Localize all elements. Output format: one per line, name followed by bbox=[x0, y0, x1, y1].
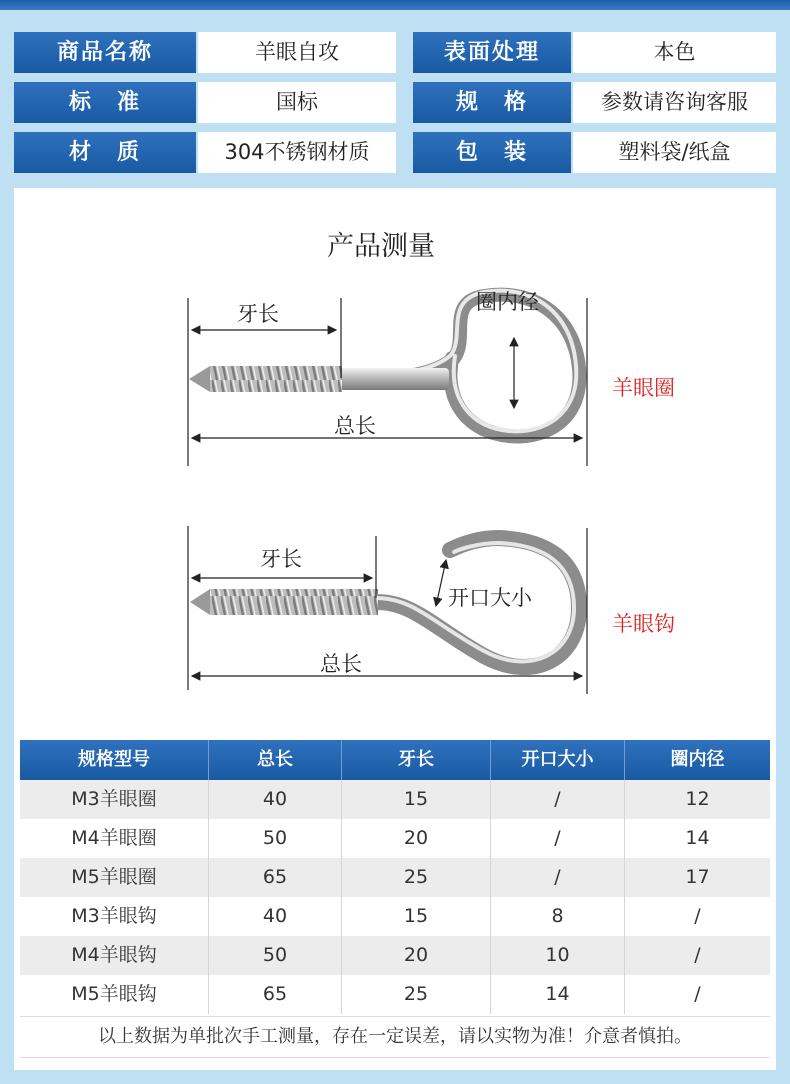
cell-model: M5羊眼圈 bbox=[20, 858, 209, 897]
cell-model: M4羊眼圈 bbox=[20, 819, 209, 858]
cell-total: 65 bbox=[209, 858, 342, 897]
cell-total: 40 bbox=[209, 897, 342, 936]
hook-total-label: 总长 bbox=[320, 652, 362, 676]
hook-name-label: 羊眼钩 bbox=[612, 612, 675, 636]
header-total-length: 总长 bbox=[209, 740, 342, 780]
cell-opening: / bbox=[491, 780, 625, 819]
spec-value: 国标 bbox=[198, 82, 396, 123]
spec-label: 包 装 bbox=[413, 132, 571, 173]
table-row bbox=[20, 780, 770, 819]
panel-title: 产品测量 bbox=[327, 231, 435, 262]
header-thread-length: 牙长 bbox=[342, 740, 491, 780]
table-row bbox=[20, 975, 770, 1014]
top-bar bbox=[0, 0, 790, 10]
eye-name-label: 羊眼圈 bbox=[612, 376, 675, 400]
cell-opening: 10 bbox=[491, 936, 625, 975]
spec-label: 材 质 bbox=[14, 132, 196, 173]
spec-label: 标 准 bbox=[14, 82, 196, 123]
spec-value: 塑料袋/纸盒 bbox=[573, 132, 776, 173]
cell-total: 50 bbox=[209, 936, 342, 975]
spec-value: 羊眼自攻 bbox=[198, 32, 396, 73]
cell-total: 65 bbox=[209, 975, 342, 1014]
hook-thread-label: 牙长 bbox=[260, 547, 302, 571]
measurement-diagram bbox=[14, 188, 776, 728]
spec-value: 304不锈钢材质 bbox=[198, 132, 396, 173]
spec-label: 表面处理 bbox=[413, 32, 571, 73]
hook-opening-label: 开口大小 bbox=[448, 586, 532, 610]
table-row bbox=[20, 858, 770, 897]
cell-inner: 12 bbox=[685, 788, 710, 810]
cell-model: M3羊眼钩 bbox=[20, 897, 209, 936]
spec-row bbox=[14, 32, 776, 73]
table-row bbox=[20, 819, 770, 858]
cell-opening: / bbox=[491, 858, 625, 897]
spec-label: 商品名称 bbox=[14, 32, 196, 73]
cell-thread: 15 bbox=[342, 897, 491, 936]
disclaimer-note: 以上数据为单批次手工测量，存在一定误差，请以实物为准！介意者慎拍。 bbox=[20, 1016, 770, 1058]
cell-opening: / bbox=[491, 819, 625, 858]
header-model: 规格型号 bbox=[20, 740, 209, 780]
cell-thread: 25 bbox=[342, 858, 491, 897]
cell-inner: / bbox=[694, 944, 701, 966]
cell-model: M3羊眼圈 bbox=[20, 780, 209, 819]
cell-model: M5羊眼钩 bbox=[20, 975, 209, 1014]
spec-row bbox=[14, 132, 776, 173]
cell-thread: 15 bbox=[342, 780, 491, 819]
spec-value: 参数请咨询客服 bbox=[573, 82, 776, 123]
cell-inner: 14 bbox=[685, 827, 710, 849]
eye-total-label: 总长 bbox=[334, 414, 376, 438]
cell-thread: 20 bbox=[342, 819, 491, 858]
cell-model: M4羊眼钩 bbox=[20, 936, 209, 975]
cell-thread: 25 bbox=[342, 975, 491, 1014]
cell-total: 40 bbox=[209, 780, 342, 819]
table-row bbox=[20, 936, 770, 975]
cell-inner: / bbox=[694, 905, 701, 927]
cell-total: 50 bbox=[209, 819, 342, 858]
cell-inner: / bbox=[694, 983, 701, 1005]
table-header bbox=[20, 740, 770, 780]
eye-thread-label: 牙长 bbox=[237, 302, 279, 326]
cell-opening: 14 bbox=[491, 975, 625, 1014]
spec-row bbox=[14, 82, 776, 123]
header-inner-diameter: 圈内径 bbox=[670, 749, 725, 770]
spec-label: 规 格 bbox=[413, 82, 571, 123]
header-opening: 开口大小 bbox=[491, 740, 625, 780]
spec-value: 本色 bbox=[573, 32, 776, 73]
cell-opening: 8 bbox=[491, 897, 625, 936]
cell-thread: 20 bbox=[342, 936, 491, 975]
eye-inner-label: 圈内径 bbox=[476, 290, 539, 314]
table-row bbox=[20, 897, 770, 936]
cell-inner: 17 bbox=[685, 866, 710, 888]
